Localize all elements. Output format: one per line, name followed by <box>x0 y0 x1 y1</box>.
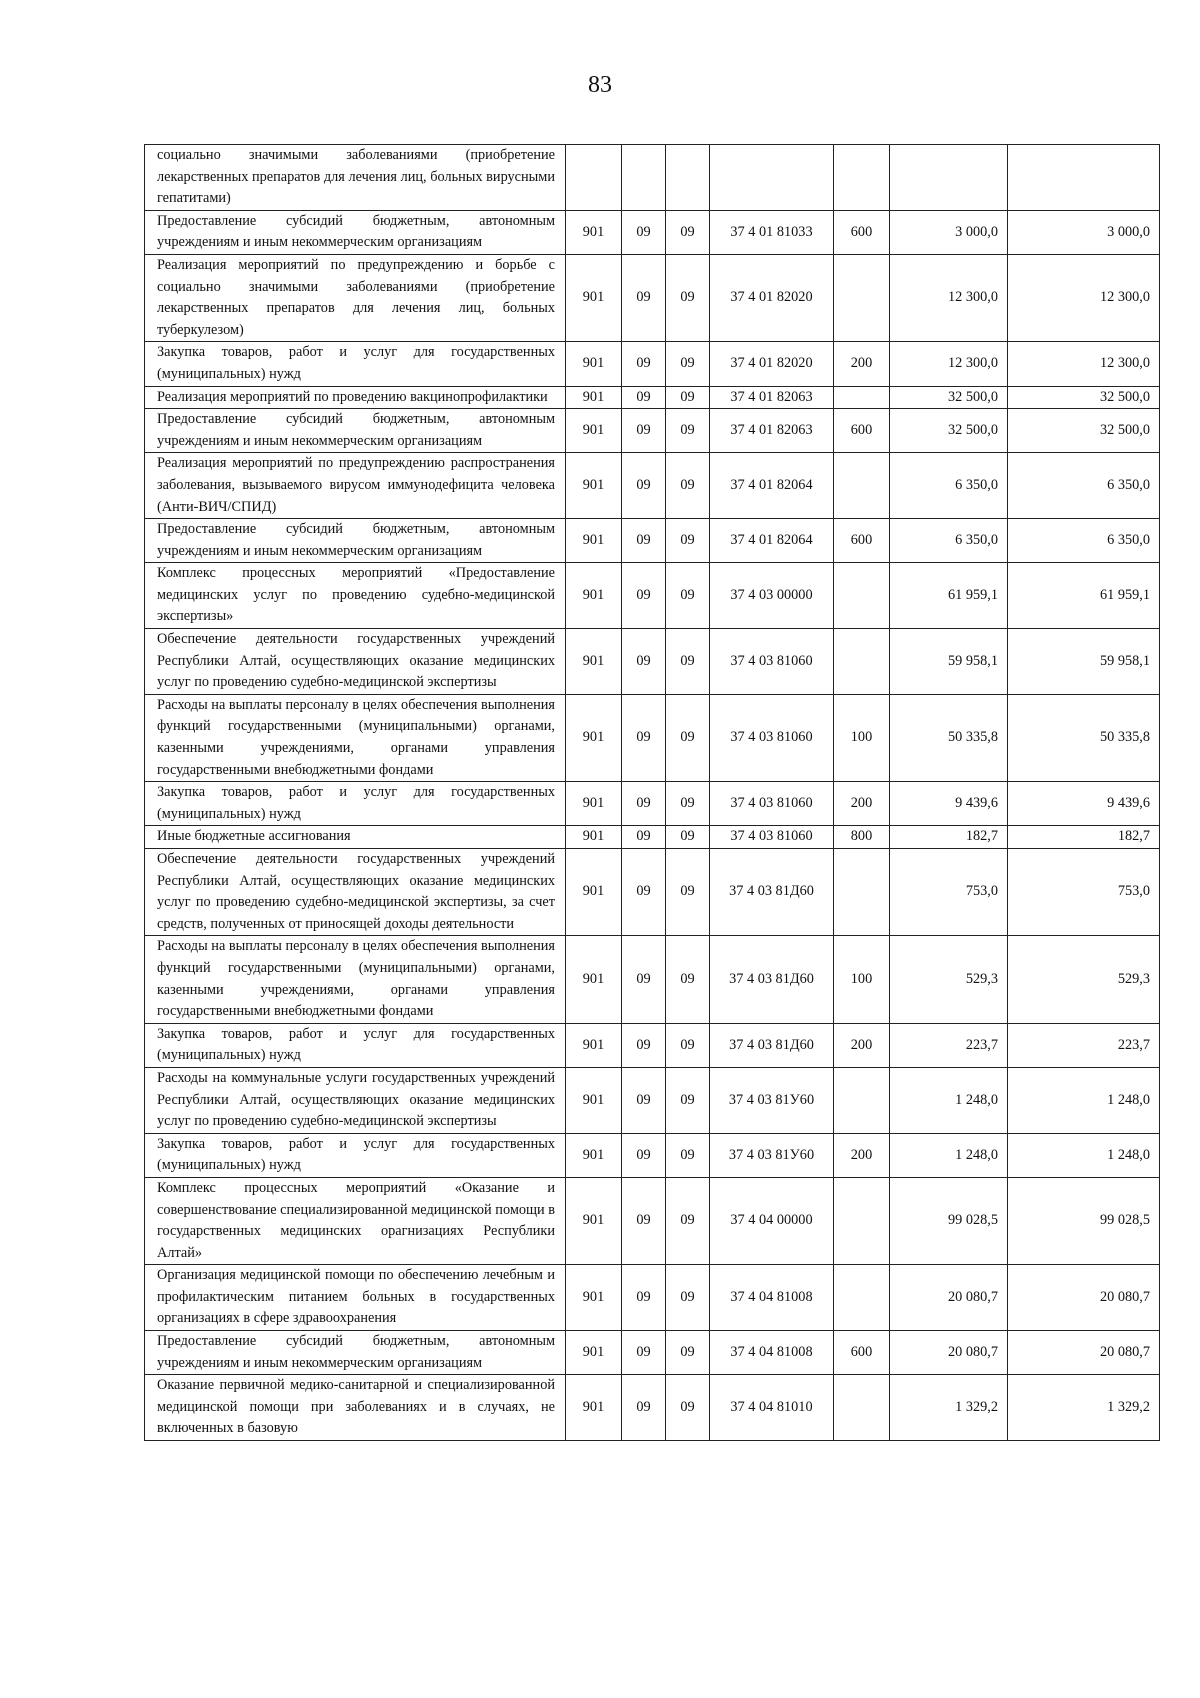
cell-subsection-code: 09 <box>666 563 710 629</box>
cell-subsection-code: 09 <box>666 1133 710 1177</box>
cell-expense-type <box>834 563 890 629</box>
table-row <box>145 453 1160 519</box>
cell-expense-type: 200 <box>834 782 890 826</box>
cell-subsection-code: 09 <box>666 629 710 695</box>
cell-amount-year1: 1 248,0 <box>890 1067 1008 1133</box>
table-row <box>145 1177 1160 1264</box>
cell-subsection-code: 09 <box>666 453 710 519</box>
cell-grbs-code: 901 <box>566 826 622 849</box>
cell-amount-year2 <box>1008 145 1160 211</box>
cell-amount-year1: 1 248,0 <box>890 1133 1008 1177</box>
cell-target-article: 37 4 03 81060 <box>710 629 834 695</box>
cell-amount-year1: 1 329,2 <box>890 1375 1008 1441</box>
table-row <box>145 1375 1160 1441</box>
cell-amount-year1 <box>890 145 1008 211</box>
cell-section-code: 09 <box>622 826 666 849</box>
cell-section-code: 09 <box>622 519 666 563</box>
cell-target-article: 37 4 03 81Д60 <box>710 936 834 1023</box>
table-row <box>145 210 1160 254</box>
cell-amount-year2: 1 329,2 <box>1008 1375 1160 1441</box>
cell-section-code: 09 <box>622 409 666 453</box>
cell-description: Организация медицинской помощи по обеспечению лечебным и профилактическим питанием больных в государственных организациях в сфере здравоохранения <box>145 1265 566 1331</box>
table-row <box>145 519 1160 563</box>
cell-description: Комплекс процессных мероприятий «Предоставление медицинских услуг по проведению судебно-медицинской экспертизы» <box>145 563 566 629</box>
cell-description: Расходы на выплаты персоналу в целях обеспечения выполнения функций государственными (муниципальными) органами, казенными учреждениями, органами управления государственными внебюджетными фондами <box>145 936 566 1023</box>
cell-section-code: 09 <box>622 342 666 386</box>
cell-grbs-code <box>566 145 622 211</box>
cell-grbs-code: 901 <box>566 1375 622 1441</box>
table-row <box>145 254 1160 341</box>
table-row <box>145 782 1160 826</box>
cell-grbs-code: 901 <box>566 936 622 1023</box>
cell-description: Комплекс процессных мероприятий «Оказание и совершенствование специализированной медицинской помощи в государственных медицинских орагнизациях Республики Алтай» <box>145 1177 566 1264</box>
table-row <box>145 342 1160 386</box>
cell-grbs-code: 901 <box>566 519 622 563</box>
cell-grbs-code: 901 <box>566 849 622 936</box>
table-row <box>145 409 1160 453</box>
cell-amount-year1: 529,3 <box>890 936 1008 1023</box>
cell-description: Расходы на выплаты персоналу в целях обеспечения выполнения функций государственными (муниципальными) органами, казенными учреждениями, органами управления государственными внебюджетными фондами <box>145 694 566 781</box>
cell-expense-type: 600 <box>834 409 890 453</box>
cell-target-article: 37 4 03 81У60 <box>710 1133 834 1177</box>
cell-amount-year1: 20 080,7 <box>890 1331 1008 1375</box>
cell-expense-type: 100 <box>834 694 890 781</box>
cell-grbs-code: 901 <box>566 342 622 386</box>
cell-description: Обеспечение деятельности государственных учреждений Республики Алтай, осуществляющих оказание медицинских услуг по проведению судебно-медицинской экспертизы <box>145 629 566 695</box>
cell-amount-year2: 32 500,0 <box>1008 386 1160 409</box>
cell-subsection-code: 09 <box>666 694 710 781</box>
cell-section-code: 09 <box>622 210 666 254</box>
cell-amount-year2: 99 028,5 <box>1008 1177 1160 1264</box>
cell-subsection-code: 09 <box>666 936 710 1023</box>
cell-expense-type <box>834 1265 890 1331</box>
cell-amount-year1: 9 439,6 <box>890 782 1008 826</box>
cell-target-article: 37 4 01 82063 <box>710 409 834 453</box>
cell-amount-year2: 20 080,7 <box>1008 1331 1160 1375</box>
budget-table-body <box>145 145 1160 1441</box>
cell-amount-year2: 61 959,1 <box>1008 563 1160 629</box>
cell-amount-year1: 6 350,0 <box>890 519 1008 563</box>
cell-target-article: 37 4 04 81008 <box>710 1265 834 1331</box>
cell-description: Расходы на коммунальные услуги государственных учреждений Республики Алтай, осуществляющих оказание медицинских услуг по проведению судебно-медицинской экспертизы <box>145 1067 566 1133</box>
cell-grbs-code: 901 <box>566 1067 622 1133</box>
cell-section-code: 09 <box>622 1177 666 1264</box>
budget-table <box>144 144 1160 1441</box>
cell-grbs-code: 901 <box>566 1177 622 1264</box>
cell-section-code: 09 <box>622 563 666 629</box>
cell-section-code <box>622 145 666 211</box>
cell-grbs-code: 901 <box>566 629 622 695</box>
cell-description: Реализация мероприятий по проведению вакцинопрофилактики <box>145 386 566 409</box>
cell-amount-year2: 59 958,1 <box>1008 629 1160 695</box>
cell-target-article: 37 4 01 82020 <box>710 254 834 341</box>
cell-amount-year2: 223,7 <box>1008 1023 1160 1067</box>
cell-expense-type: 200 <box>834 1133 890 1177</box>
cell-subsection-code: 09 <box>666 1331 710 1375</box>
cell-subsection-code: 09 <box>666 1375 710 1441</box>
cell-amount-year1: 59 958,1 <box>890 629 1008 695</box>
cell-target-article: 37 4 03 81060 <box>710 782 834 826</box>
table-row <box>145 849 1160 936</box>
cell-grbs-code: 901 <box>566 563 622 629</box>
cell-amount-year2: 182,7 <box>1008 826 1160 849</box>
cell-amount-year2: 3 000,0 <box>1008 210 1160 254</box>
cell-description: Предоставление субсидий бюджетным, автономным учреждениям и иным некоммерческим организациям <box>145 519 566 563</box>
cell-target-article: 37 4 04 00000 <box>710 1177 834 1264</box>
cell-amount-year1: 12 300,0 <box>890 342 1008 386</box>
cell-description: Реализация мероприятий по предупреждению распространения заболевания, вызываемого вирусом иммунодефицита человека (Анти-ВИЧ/СПИД) <box>145 453 566 519</box>
cell-grbs-code: 901 <box>566 210 622 254</box>
cell-amount-year1: 32 500,0 <box>890 386 1008 409</box>
cell-expense-type: 200 <box>834 1023 890 1067</box>
cell-amount-year2: 12 300,0 <box>1008 342 1160 386</box>
cell-grbs-code: 901 <box>566 694 622 781</box>
cell-grbs-code: 901 <box>566 1331 622 1375</box>
cell-section-code: 09 <box>622 1331 666 1375</box>
cell-subsection-code: 09 <box>666 254 710 341</box>
cell-amount-year1: 61 959,1 <box>890 563 1008 629</box>
cell-target-article: 37 4 03 00000 <box>710 563 834 629</box>
cell-description: Обеспечение деятельности государственных учреждений Республики Алтай, осуществляющих оказание медицинских услуг по проведению судебно-медицинской экспертизы, за счет средств, полученных от приносящей доходы деятельности <box>145 849 566 936</box>
cell-grbs-code: 901 <box>566 386 622 409</box>
cell-amount-year1: 3 000,0 <box>890 210 1008 254</box>
cell-section-code: 09 <box>622 629 666 695</box>
cell-expense-type: 600 <box>834 210 890 254</box>
cell-subsection-code: 09 <box>666 342 710 386</box>
cell-expense-type: 600 <box>834 1331 890 1375</box>
cell-description: Иные бюджетные ассигнования <box>145 826 566 849</box>
cell-expense-type <box>834 386 890 409</box>
cell-amount-year2: 32 500,0 <box>1008 409 1160 453</box>
cell-description: Закупка товаров, работ и услуг для государственных (муниципальных) нужд <box>145 1023 566 1067</box>
cell-section-code: 09 <box>622 1265 666 1331</box>
cell-amount-year2: 6 350,0 <box>1008 519 1160 563</box>
table-row <box>145 936 1160 1023</box>
cell-expense-type: 100 <box>834 936 890 1023</box>
table-row <box>145 694 1160 781</box>
cell-section-code: 09 <box>622 1067 666 1133</box>
cell-subsection-code: 09 <box>666 519 710 563</box>
cell-description: Закупка товаров, работ и услуг для государственных (муниципальных) нужд <box>145 342 566 386</box>
cell-section-code: 09 <box>622 849 666 936</box>
cell-amount-year1: 6 350,0 <box>890 453 1008 519</box>
cell-expense-type <box>834 1177 890 1264</box>
cell-description: Предоставление субсидий бюджетным, автономным учреждениям и иным некоммерческим организациям <box>145 210 566 254</box>
cell-description: Закупка товаров, работ и услуг для государственных (муниципальных) нужд <box>145 782 566 826</box>
cell-section-code: 09 <box>622 782 666 826</box>
cell-amount-year2: 753,0 <box>1008 849 1160 936</box>
cell-subsection-code: 09 <box>666 1023 710 1067</box>
cell-description: Предоставление субсидий бюджетным, автономным учреждениям и иным некоммерческим организациям <box>145 409 566 453</box>
page-number: 83 <box>588 72 612 98</box>
cell-subsection-code: 09 <box>666 386 710 409</box>
cell-amount-year1: 99 028,5 <box>890 1177 1008 1264</box>
cell-subsection-code: 09 <box>666 1067 710 1133</box>
cell-section-code: 09 <box>622 1023 666 1067</box>
cell-grbs-code: 901 <box>566 453 622 519</box>
table-row <box>145 1331 1160 1375</box>
cell-target-article: 37 4 01 82020 <box>710 342 834 386</box>
cell-section-code: 09 <box>622 936 666 1023</box>
cell-target-article: 37 4 03 81Д60 <box>710 849 834 936</box>
cell-amount-year1: 753,0 <box>890 849 1008 936</box>
cell-grbs-code: 901 <box>566 409 622 453</box>
cell-expense-type: 800 <box>834 826 890 849</box>
cell-expense-type <box>834 1375 890 1441</box>
table-row <box>145 826 1160 849</box>
table-row <box>145 145 1160 211</box>
cell-grbs-code: 901 <box>566 782 622 826</box>
cell-grbs-code: 901 <box>566 1133 622 1177</box>
cell-expense-type <box>834 629 890 695</box>
cell-amount-year1: 50 335,8 <box>890 694 1008 781</box>
cell-section-code: 09 <box>622 694 666 781</box>
cell-target-article: 37 4 03 81Д60 <box>710 1023 834 1067</box>
table-row <box>145 1133 1160 1177</box>
cell-section-code: 09 <box>622 1133 666 1177</box>
table-row <box>145 1023 1160 1067</box>
cell-subsection-code: 09 <box>666 849 710 936</box>
cell-grbs-code: 901 <box>566 254 622 341</box>
cell-subsection-code: 09 <box>666 826 710 849</box>
cell-amount-year1: 32 500,0 <box>890 409 1008 453</box>
table-row <box>145 629 1160 695</box>
cell-amount-year1: 182,7 <box>890 826 1008 849</box>
cell-amount-year1: 223,7 <box>890 1023 1008 1067</box>
cell-subsection-code: 09 <box>666 409 710 453</box>
cell-description: Оказание первичной медико-санитарной и специализированной медицинской помощи при заболеваниях и в случаях, не включенных в базовую <box>145 1375 566 1441</box>
cell-amount-year2: 50 335,8 <box>1008 694 1160 781</box>
cell-target-article: 37 4 03 81060 <box>710 826 834 849</box>
cell-target-article: 37 4 01 81033 <box>710 210 834 254</box>
cell-description: социально значимыми заболеваниями (приобретение лекарственных препаратов для лечения лиц, больных вирусными гепатитами) <box>145 145 566 211</box>
cell-expense-type <box>834 1067 890 1133</box>
cell-amount-year2: 6 350,0 <box>1008 453 1160 519</box>
cell-amount-year2: 1 248,0 <box>1008 1067 1160 1133</box>
cell-amount-year2: 1 248,0 <box>1008 1133 1160 1177</box>
cell-grbs-code: 901 <box>566 1023 622 1067</box>
cell-amount-year2: 9 439,6 <box>1008 782 1160 826</box>
cell-amount-year1: 20 080,7 <box>890 1265 1008 1331</box>
cell-target-article <box>710 145 834 211</box>
cell-description: Реализация мероприятий по предупреждению и борьбе с социально значимыми заболеваниями (приобретение лекарственных препаратов для лечения лиц, больных туберкулезом) <box>145 254 566 341</box>
cell-description: Предоставление субсидий бюджетным, автономным учреждениям и иным некоммерческим организациям <box>145 1331 566 1375</box>
cell-expense-type <box>834 453 890 519</box>
cell-target-article: 37 4 01 82063 <box>710 386 834 409</box>
cell-subsection-code: 09 <box>666 210 710 254</box>
cell-section-code: 09 <box>622 1375 666 1441</box>
cell-expense-type <box>834 254 890 341</box>
table-row <box>145 1067 1160 1133</box>
cell-subsection-code: 09 <box>666 1177 710 1264</box>
cell-target-article: 37 4 01 82064 <box>710 519 834 563</box>
cell-amount-year2: 12 300,0 <box>1008 254 1160 341</box>
cell-target-article: 37 4 03 81У60 <box>710 1067 834 1133</box>
cell-expense-type <box>834 145 890 211</box>
cell-expense-type: 200 <box>834 342 890 386</box>
cell-grbs-code: 901 <box>566 1265 622 1331</box>
cell-subsection-code <box>666 145 710 211</box>
cell-amount-year2: 529,3 <box>1008 936 1160 1023</box>
cell-target-article: 37 4 03 81060 <box>710 694 834 781</box>
cell-section-code: 09 <box>622 386 666 409</box>
cell-target-article: 37 4 04 81008 <box>710 1331 834 1375</box>
cell-description: Закупка товаров, работ и услуг для государственных (муниципальных) нужд <box>145 1133 566 1177</box>
cell-expense-type <box>834 849 890 936</box>
cell-subsection-code: 09 <box>666 1265 710 1331</box>
cell-amount-year2: 20 080,7 <box>1008 1265 1160 1331</box>
cell-section-code: 09 <box>622 254 666 341</box>
cell-subsection-code: 09 <box>666 782 710 826</box>
cell-target-article: 37 4 01 82064 <box>710 453 834 519</box>
cell-target-article: 37 4 04 81010 <box>710 1375 834 1441</box>
cell-amount-year1: 12 300,0 <box>890 254 1008 341</box>
table-row <box>145 563 1160 629</box>
cell-section-code: 09 <box>622 453 666 519</box>
table-row <box>145 386 1160 409</box>
cell-expense-type: 600 <box>834 519 890 563</box>
table-row <box>145 1265 1160 1331</box>
